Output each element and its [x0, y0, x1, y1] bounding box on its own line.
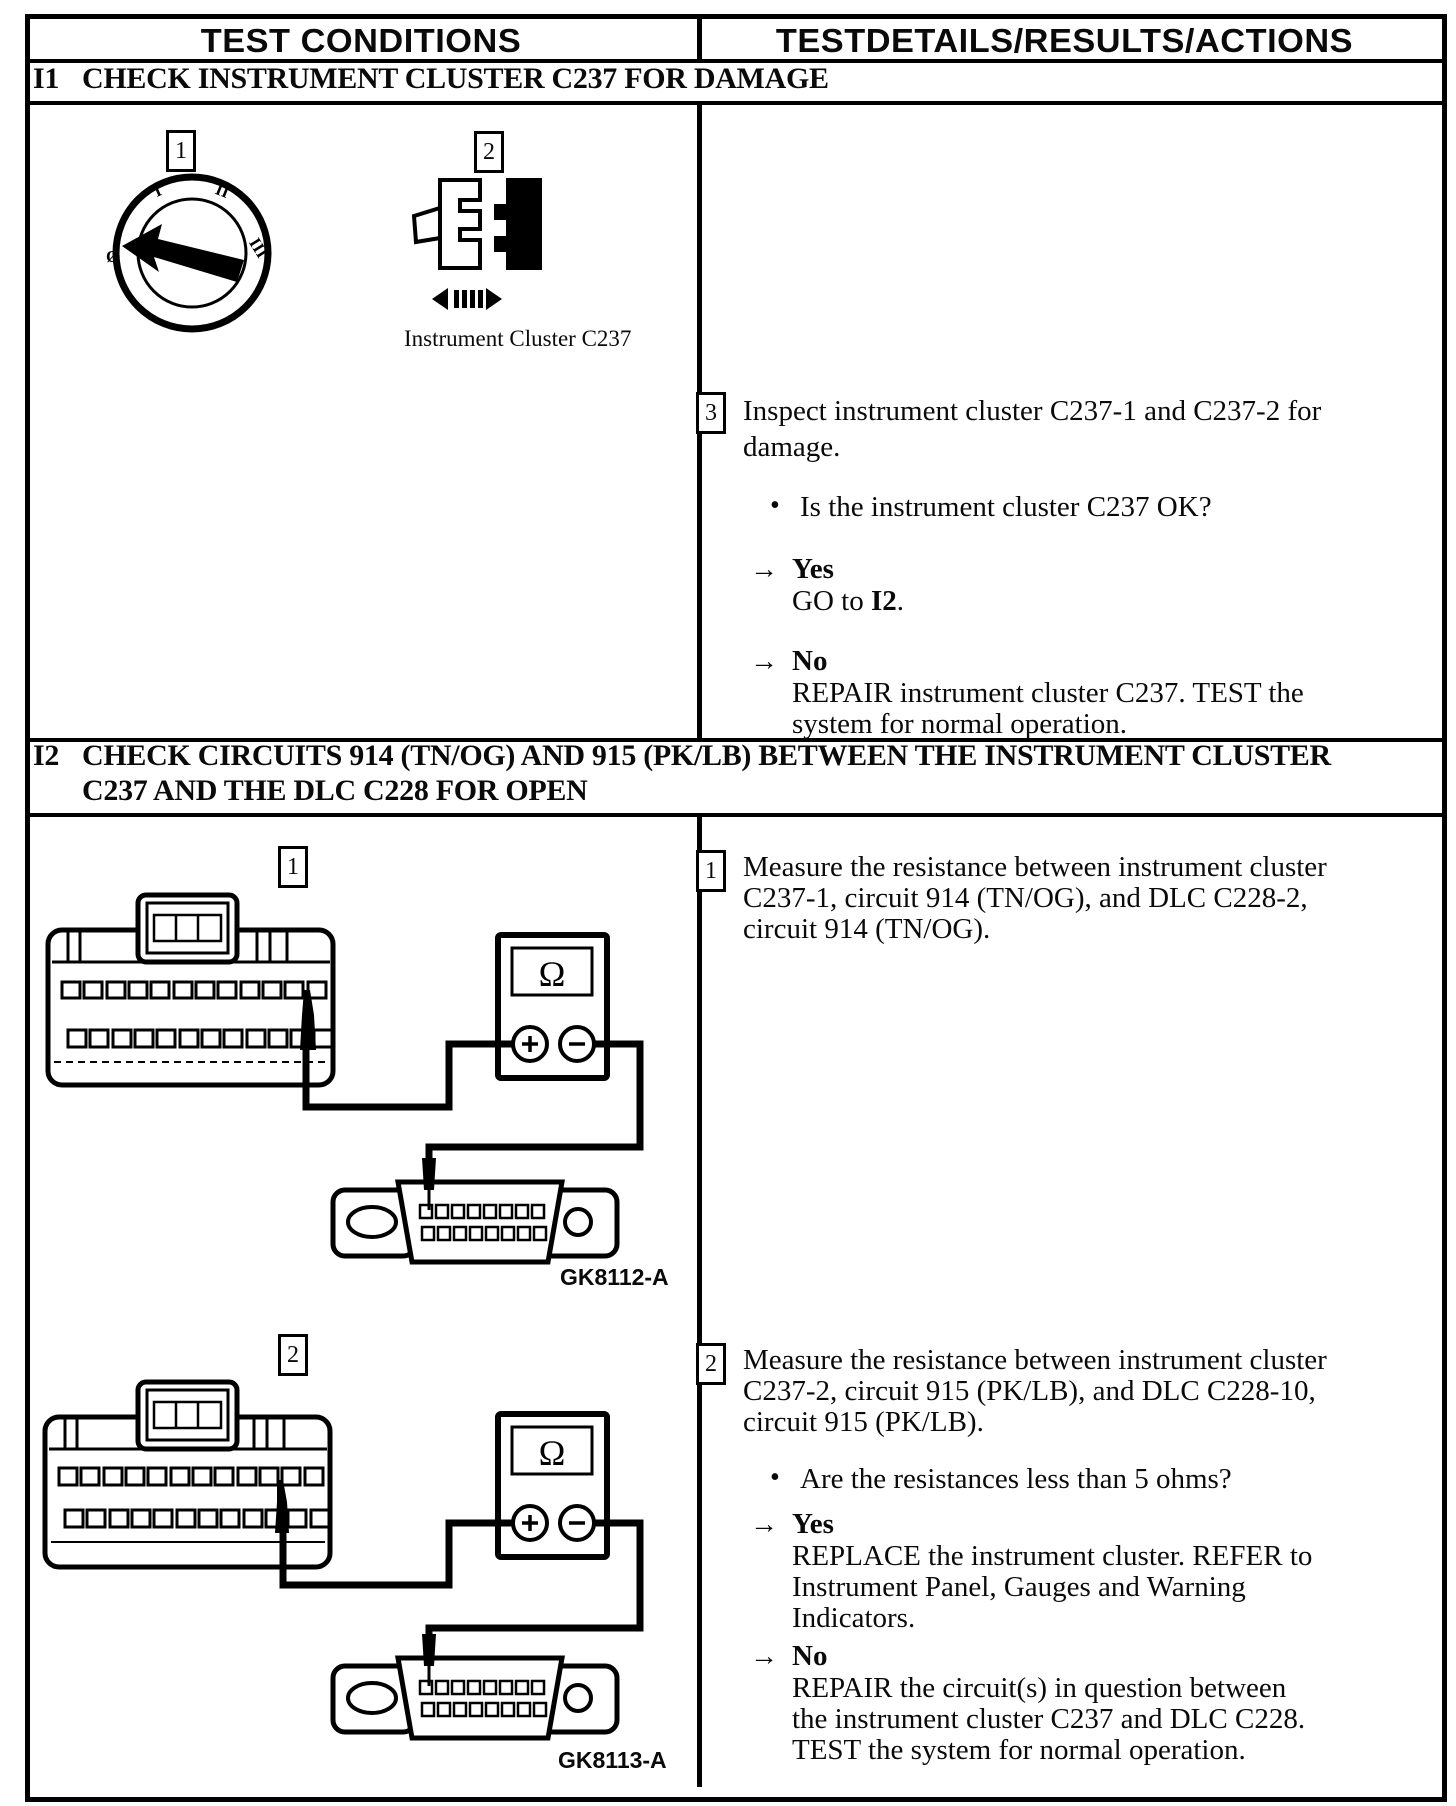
key-position-lock-label: Ø: [106, 247, 120, 266]
i1-step3-line1: Inspect instrument cluster C237-1 and C237-2 for: [743, 395, 1322, 427]
i1-yes-action-pre: GO to: [792, 585, 871, 617]
i2-no-label: No: [792, 1640, 828, 1672]
header-cell-test-conditions: TEST CONDITIONS: [200, 22, 522, 59]
i1-title-bottom-rule: [30, 101, 1442, 105]
cluster-connector-disconnect-icon: [402, 172, 562, 320]
i2-question: Are the resistances less than 5 ohms?: [800, 1463, 1232, 1495]
i2-title-line1: CHECK CIRCUITS 914 (TN/OG) AND 915 (PK/LB) BETWEEN THE INSTRUMENT CLUSTER: [82, 739, 1331, 772]
connector-half-solid: [494, 178, 542, 270]
disconnect-arrows-icon: [432, 288, 502, 310]
column-divider-i2: [697, 817, 702, 1787]
i1-yes-action-post: .: [896, 585, 904, 617]
i2-title-line2: C237 AND THE DLC C228 FOR OPEN: [82, 774, 588, 807]
ignition-switch-diagram: [102, 158, 282, 343]
i1-figure-marker-2: 2: [474, 131, 504, 173]
i2-step1-line1: Measure the resistance between instrument cluster: [743, 851, 1327, 883]
i2-figure2-marker: 2: [278, 1334, 308, 1376]
i1-step-id: I1: [33, 62, 60, 95]
i2-no-arrow-icon: →: [750, 1641, 778, 1672]
ohmmeter-display: Ω: [538, 954, 566, 994]
i1-yes-arrow-icon: →: [750, 554, 778, 585]
resistance-test-diagram-2: [27, 1330, 687, 1785]
key-position-3-label: III: [245, 234, 272, 262]
i2-no-action-line1: REPAIR the circuit(s) in question between: [792, 1672, 1287, 1704]
i2-yes-arrow-icon: →: [750, 1509, 778, 1540]
ohmmeter-display: Ω: [538, 1433, 566, 1473]
ohmmeter-icon: [498, 1414, 607, 1557]
i2-step-id: I2: [33, 739, 60, 772]
i2-yes-action-line1: REPLACE the instrument cluster. REFER to: [792, 1540, 1313, 1572]
resistance-test-diagram-1: [30, 845, 690, 1295]
key-position-arrow-icon: [122, 224, 244, 282]
i2-step2-line2: C237-2, circuit 915 (PK/LB), and DLC C228-10,: [743, 1375, 1316, 1407]
i2-yes-action-line3: Indicators.: [792, 1602, 916, 1634]
i2-step1-line3: circuit 914 (TN/OG).: [743, 913, 991, 945]
key-position-1-label: I: [150, 180, 165, 201]
i1-title: CHECK INSTRUMENT CLUSTER C237 FOR DAMAGE: [82, 62, 829, 95]
dlc-connector-drawing: [333, 1182, 617, 1262]
dlc-connector-drawing: [333, 1658, 617, 1738]
probe-on-dlc-pin: [422, 1634, 436, 1666]
i2-step1-line2: C237-1, circuit 914 (TN/OG), and DLC C228-2,: [743, 882, 1308, 914]
i1-yes-action-target: I2: [870, 585, 897, 617]
header-cell-test-details: TESTDETAILS/RESULTS/ACTIONS: [775, 22, 1354, 59]
i2-no-action-line3: TEST the system for normal operation.: [792, 1734, 1246, 1766]
i1-yes-label: Yes: [792, 553, 834, 585]
i2-question-bullet: •: [770, 1462, 780, 1493]
i1-no-action-line2: system for normal operation.: [792, 708, 1128, 740]
i1-no-action-line1: REPAIR instrument cluster C237. TEST the: [792, 677, 1304, 709]
ohmmeter-icon: [498, 935, 607, 1078]
probe-on-dlc-pin: [422, 1158, 436, 1190]
i2-figure1-caption: GK8112-A: [560, 1264, 669, 1290]
i1-step3-line2: damage.: [743, 431, 841, 463]
i2-no-action-line2: the instrument cluster C237 and DLC C228.: [792, 1703, 1306, 1735]
i2-figure1-marker: 1: [278, 846, 308, 888]
i2-step2-marker: 2: [696, 1343, 726, 1385]
i1-figure-marker-1: 1: [166, 130, 196, 172]
i2-title-bottom-rule: [30, 813, 1442, 817]
i2-step1-marker: 1: [696, 850, 726, 892]
i2-yes-label: Yes: [792, 1508, 834, 1540]
cluster-connector-drawing: [45, 1382, 330, 1567]
connector-lock-tab: [414, 208, 440, 242]
i1-figure-caption: Instrument Cluster C237: [404, 326, 632, 351]
i1-no-label: No: [792, 645, 828, 677]
i2-step2-line1: Measure the resistance between instrument cluster: [743, 1344, 1327, 1376]
i1-no-arrow-icon: →: [750, 646, 778, 677]
connector-half-outline: [440, 180, 480, 268]
i1-step3-marker: 3: [696, 392, 726, 434]
cluster-connector-drawing: [48, 895, 333, 1085]
key-position-2-label: II: [212, 179, 233, 202]
i1-yes-action: [792, 586, 904, 617]
i2-yes-action-line2: Instrument Panel, Gauges and Warning: [792, 1571, 1246, 1603]
i1-question: Is the instrument cluster C237 OK?: [800, 491, 1212, 523]
positive-test-lead: [306, 1044, 513, 1107]
i2-step2-line3: circuit 915 (PK/LB).: [743, 1406, 984, 1438]
i1-question-bullet: •: [770, 490, 780, 521]
i2-figure2-caption: GK8113-A: [558, 1747, 667, 1773]
